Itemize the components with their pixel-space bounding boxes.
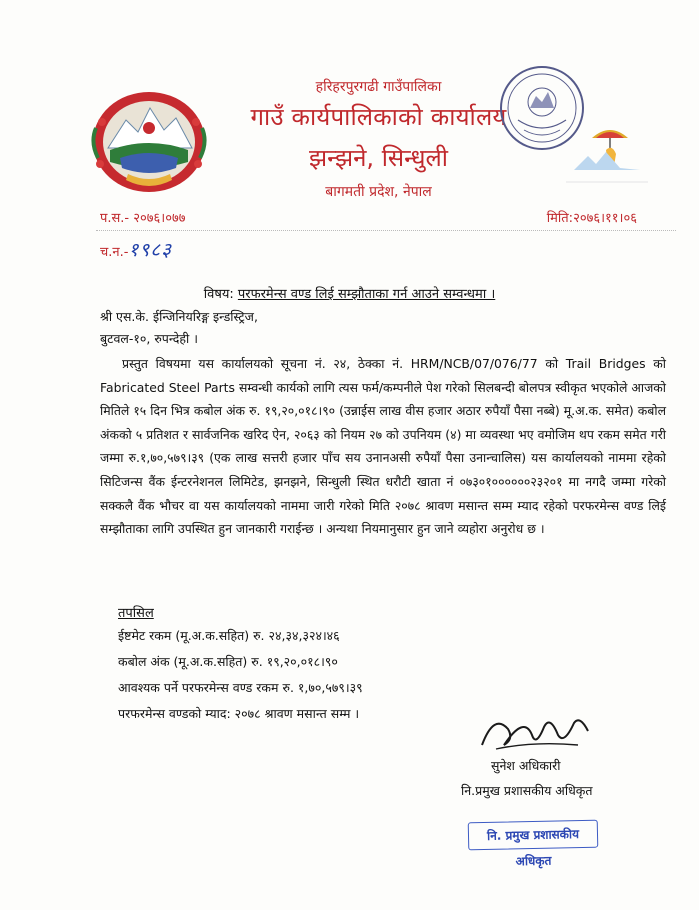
municipality-name: हरिहरपुरगढी गाउँपालिका (315, 79, 442, 95)
reference-divider (96, 230, 676, 231)
signatory-name: सुनेश अधिकारी (491, 758, 561, 773)
addressee-address: बुटवल-१०, रुपन्देही । (100, 331, 198, 346)
subject-label: विषय: (203, 287, 234, 302)
designation-stamp: नि. प्रमुख प्रशासकीय अधिकृत (468, 820, 599, 851)
addressee-name: श्री एस.के. ईन्जिनियरिङ्ग इन्डस्ट्रिज, (100, 309, 258, 324)
bid-amount: कबोल अंक (मू.अ.क.सहित) रु. १९,२०,०१८।९० (118, 654, 338, 669)
chalan-label: च.न.- (100, 245, 129, 260)
chalan-number: १९८३ (128, 239, 172, 261)
details-heading (118, 603, 154, 621)
subject-text: परफरमेन्स वण्ड लिई सम्झौताका गर्न आउने सम्वन्धमा । (237, 287, 496, 302)
office-location: झन्झने, सिन्धुली (308, 144, 449, 172)
estimate-amount: ईष्टमेट रकम (मू.अ.क.सहित) रु. २४,३४,३२४।४६ (118, 628, 340, 643)
handwritten-signature (474, 705, 594, 755)
visit-nepal-logo (566, 120, 648, 190)
signatory-title: नि.प्रमुख प्रशासकीय अधिकृत (461, 783, 593, 798)
performance-bond-amount: आवश्यक पर्ने परफरमेन्स वण्ड रकम रु. १,७०,५७९।३९ (118, 680, 363, 695)
letter-date: मिति:२०७६।११।०६ (546, 211, 637, 226)
chalan-number-row (100, 236, 172, 262)
bond-validity: परफरमेन्स वण्डको म्याद: २०७८ श्रावण मसान्त सम्म । (118, 706, 360, 721)
subject-line (0, 284, 699, 302)
patra-sankhya: प.स.- २०७६।०७७ (100, 211, 186, 226)
letter-body: प्रस्तुत विषयमा यस कार्यालयको सूचना नं. २४, ठेक्का नं. HRM/NCB/07/076/77 को Trail Bridges को Fabricated Steel Parts सम्वन्धी कार्यको लागि त्यस फर्म/कम्पनीले पेश गरेको सिलबन्दी बोलपत्र स्वीकृत भएकोले आजको मितिले १५ दिन भित्र कबोल अंक रु. १९,२०,०१८।९० (उन्नाईस लाख वीस हजार अठार रुपैयाँ पैसा नब्बे) मू.अ.क. समेत) कबोल अंकको ५ प्रतिशत र सार्वजनिक खरिद ऐन, २०६३ को नियम २७ को उपनियम (४) मा व्यवस्था भए वमोजिम थप रकम समेत गरी जम्मा रु.१,७०,५७९।३९ (एक लाख सत्तरी हजार पाँच सय उनानअसी रुपैयाँ पैसा उनान्चालिस) यस कार्यालयको नाममा रहेको सिटिजन्स वैंक ईन्टरनेशनल लिमिटेड, झनझने, सिन्धुली स्थित धरौटी खाता नं ०७३०१००००००२३२०१ मा नगदै जम्मा गरेको सक्कलै वैंक भौचर वा यस कार्यालयको नाममा जारी गरेको मिति २०७८ श्रावण मसान्त सम्म म्याद रहेको परफरमेन्स वण्ड लिई सम्झौताका लागि उपस्थित हुन जानकारी गराईन्छ । अन्यथा नियमानुसार हुन जाने व्यहोरा अनुरोध छ । (100, 356, 666, 537)
office-name: गाउँ कार्यपालिकाको कार्यालय (250, 103, 507, 131)
details-heading-text: तपसिल (118, 606, 154, 621)
province-name: बागमती प्रदेश, नेपाल (325, 184, 432, 200)
